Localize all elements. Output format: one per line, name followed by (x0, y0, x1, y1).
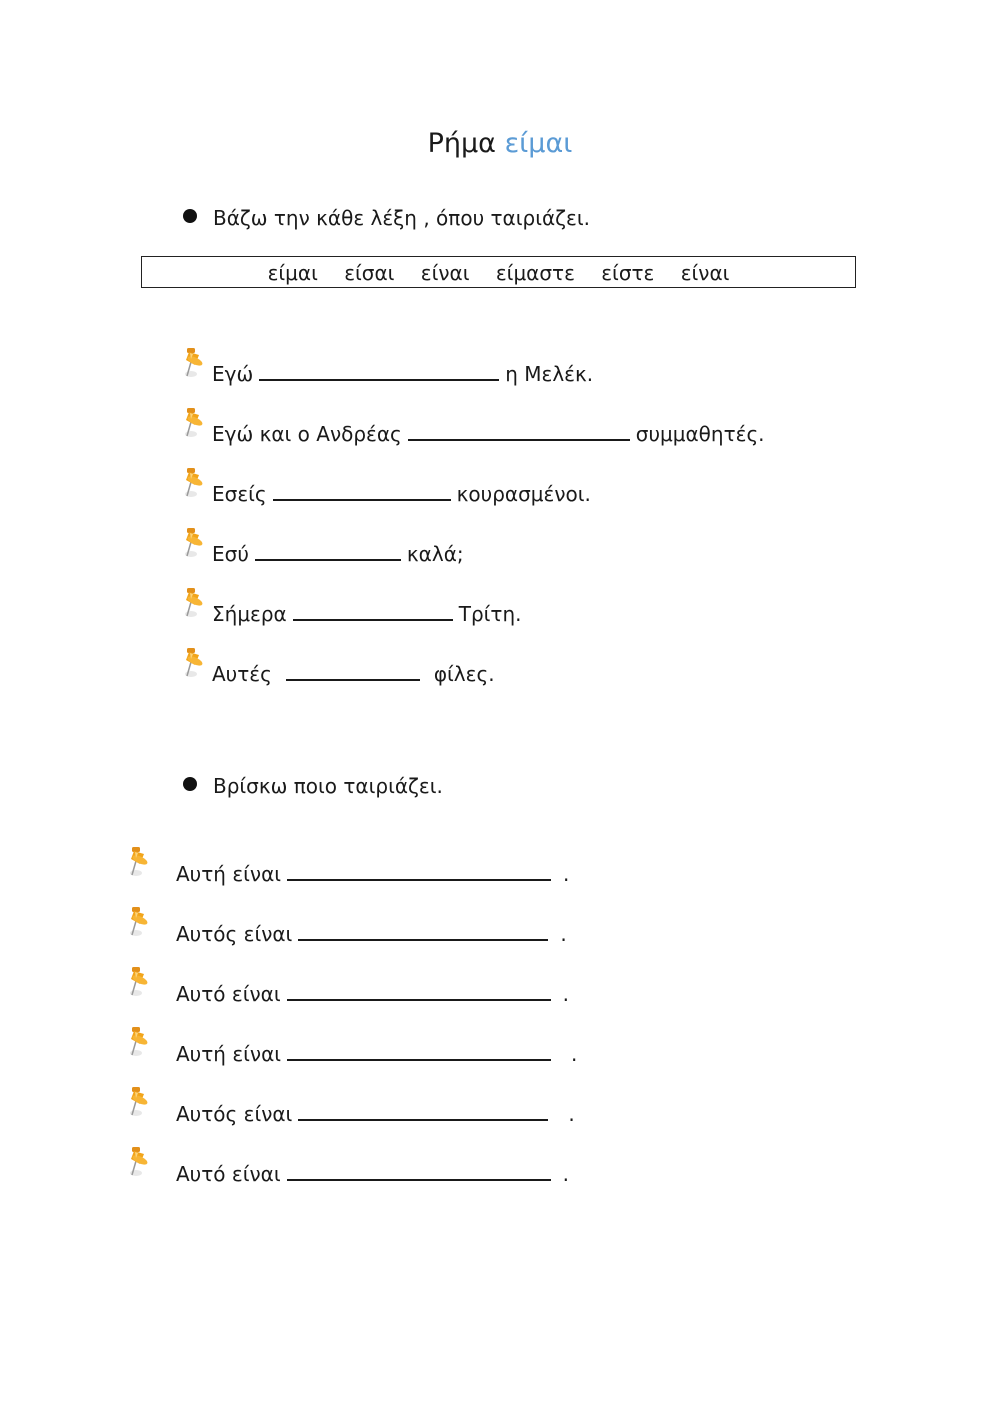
sentence-end: Τρίτη. (458, 602, 522, 626)
fill-sentence (212, 600, 522, 628)
sentence-start: Σήμερα (212, 602, 287, 626)
sentence-end: καλά; (406, 542, 464, 566)
answer-blank[interactable] (259, 361, 499, 381)
section2-instruction (183, 772, 443, 800)
sentence-end: . (563, 862, 570, 886)
match-sentence (176, 1160, 569, 1188)
sentence-end: . (562, 982, 569, 1006)
word-bank-item[interactable]: είμαι (267, 261, 318, 285)
match-sentence (176, 980, 569, 1008)
match-sentence (176, 1040, 577, 1068)
section1-instruction-text: Βάζω την κάθε λέξη , όπου ταιριάζει. (213, 206, 590, 230)
bullet-icon (183, 209, 197, 223)
match-sentence (176, 1100, 575, 1128)
title-accent: είμαι (504, 128, 573, 159)
sentence-end: . (571, 1042, 578, 1066)
sentence-end: . (562, 1162, 569, 1186)
pushpin-icon (182, 526, 208, 560)
sentence-end: . (568, 1102, 575, 1126)
answer-blank[interactable] (286, 661, 420, 681)
fill-sentence (212, 540, 464, 568)
sentence-start: Εγώ (212, 362, 254, 386)
pushpin-icon (127, 845, 153, 879)
pushpin-icon (182, 406, 208, 440)
sentence-end: κουρασμένοι. (456, 482, 591, 506)
sentence-start: Αυτό είναι (176, 982, 281, 1006)
section2-instruction-text: Βρίσκω ποιο ταιριάζει. (213, 774, 443, 798)
title-main: Ρήμα (427, 128, 496, 159)
fill-sentence (212, 420, 765, 448)
fill-sentence (212, 660, 495, 688)
answer-blank[interactable] (273, 481, 451, 501)
sentence-start: Εσύ (212, 542, 249, 566)
word-bank (141, 256, 856, 288)
sentence-start: Αυτός είναι (176, 1102, 293, 1126)
fill-sentence (212, 480, 591, 508)
page-title (0, 124, 1000, 164)
fill-sentence (212, 360, 593, 388)
match-sentence (176, 920, 567, 948)
sentence-start: Αυτός είναι (176, 922, 293, 946)
word-bank-item[interactable]: είναι (420, 261, 470, 285)
sentence-end: η Μελέκ. (505, 362, 594, 386)
pushpin-icon (127, 1085, 153, 1119)
pushpin-icon (127, 1145, 153, 1179)
sentence-end: . (560, 922, 567, 946)
sentence-start: Εγώ και ο Ανδρέας (212, 422, 402, 446)
section1-instruction (183, 204, 590, 232)
sentence-end: συμμαθητές. (635, 422, 765, 446)
pushpin-icon (127, 965, 153, 999)
sentence-start: Αυτό είναι (176, 1162, 281, 1186)
answer-blank[interactable] (287, 861, 551, 881)
pushpin-icon (127, 1025, 153, 1059)
pushpin-icon (182, 586, 208, 620)
answer-blank[interactable] (298, 921, 548, 941)
pushpin-icon (182, 466, 208, 500)
answer-blank[interactable] (287, 1041, 551, 1061)
answer-blank[interactable] (293, 601, 453, 621)
pushpin-icon (182, 646, 208, 680)
bullet-icon (183, 777, 197, 791)
pushpin-icon (182, 346, 208, 380)
pushpin-icon (127, 905, 153, 939)
answer-blank[interactable] (287, 1161, 551, 1181)
sentence-start: Αυτή είναι (176, 1042, 282, 1066)
answer-blank[interactable] (287, 981, 551, 1001)
match-sentence (176, 860, 569, 888)
answer-blank[interactable] (408, 421, 630, 441)
word-bank-item[interactable]: είστε (601, 261, 655, 285)
answer-blank[interactable] (255, 541, 401, 561)
sentence-end: φίλες. (433, 662, 495, 686)
sentence-start: Αυτή είναι (176, 862, 282, 886)
word-bank-item[interactable]: είμαστε (495, 261, 575, 285)
sentence-start: Αυτές (212, 662, 272, 686)
sentence-start: Εσείς (212, 482, 267, 506)
answer-blank[interactable] (298, 1101, 548, 1121)
word-bank-item[interactable]: είναι (680, 261, 730, 285)
word-bank-item[interactable]: είσαι (344, 261, 395, 285)
